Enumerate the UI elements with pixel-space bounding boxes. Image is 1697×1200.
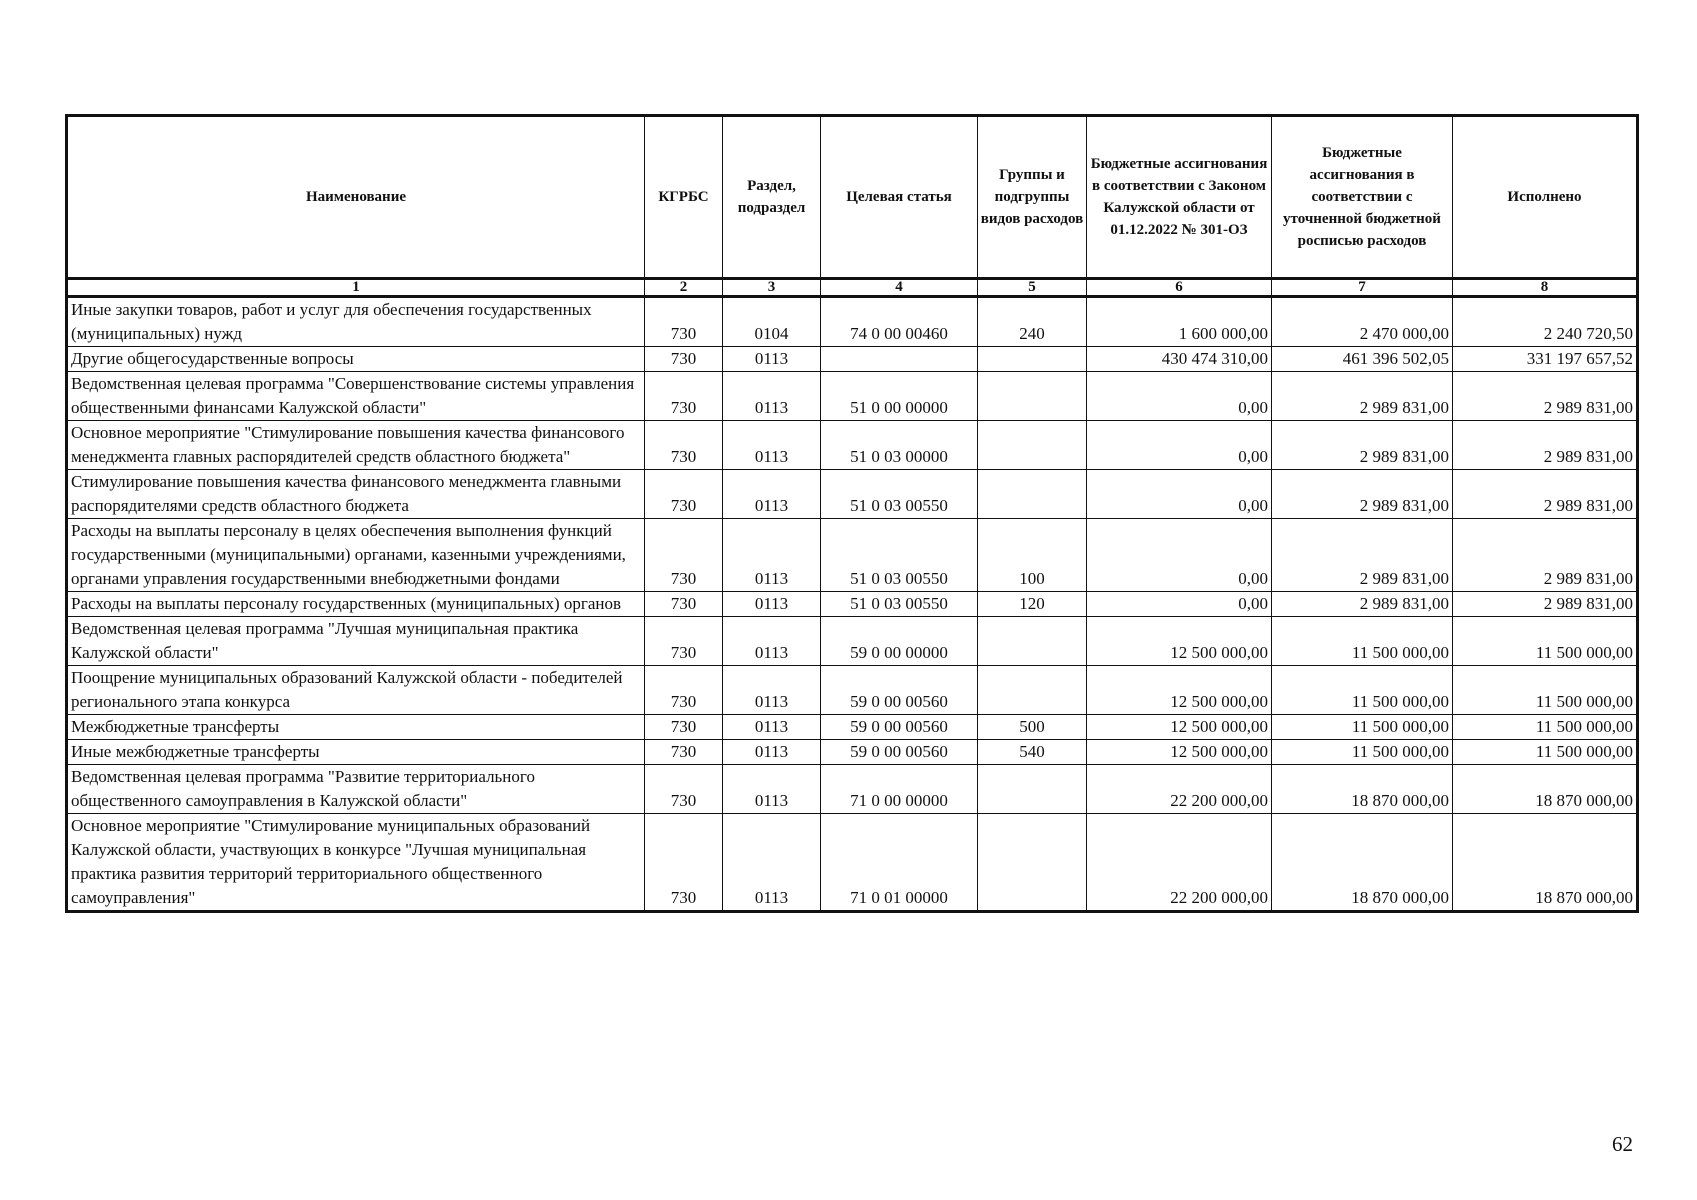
header-kgrbs: КГРБС (645, 116, 723, 279)
column-number: 4 (821, 279, 978, 297)
row-kgrbs: 730 (645, 297, 723, 347)
row-kgrbs: 730 (645, 519, 723, 592)
row-group: 540 (978, 740, 1087, 765)
table-row (67, 592, 1638, 617)
table-row (67, 372, 1638, 421)
row-group (978, 421, 1087, 470)
column-number: 1 (67, 279, 645, 297)
row-group: 240 (978, 297, 1087, 347)
row-refined-amount: 11 500 000,00 (1272, 617, 1453, 666)
row-refined-amount: 11 500 000,00 (1272, 666, 1453, 715)
row-section: 0113 (723, 814, 821, 912)
row-name: Иные межбюджетные трансферты (67, 740, 645, 765)
row-refined-amount: 18 870 000,00 (1272, 765, 1453, 814)
table-row (67, 715, 1638, 740)
row-name: Другие общегосударственные вопросы (67, 347, 645, 372)
row-executed-amount: 2 989 831,00 (1453, 421, 1638, 470)
row-section: 0104 (723, 297, 821, 347)
row-target: 59 0 00 00000 (821, 617, 978, 666)
header-law: Бюджетные ассигнования в соответствии с Законом Калужской области от 01.12.2022 № 301-ОЗ (1087, 116, 1272, 279)
table-row (67, 470, 1638, 519)
row-name: Основное мероприятие "Стимулирование муниципальных образований Калужской области, участвующих в конкурсе "Лучшая муниципальная практика развития территорий территориального общественного самоуправления" (67, 814, 645, 912)
row-name: Стимулирование повышения качества финансового менеджмента главными распорядителями средств областного бюджета (67, 470, 645, 519)
row-law-amount: 12 500 000,00 (1087, 617, 1272, 666)
row-name: Поощрение муниципальных образований Калужской области - победителей регионального этапа конкурса (67, 666, 645, 715)
row-name: Ведомственная целевая программа "Совершенствование системы управления общественными финансами Калужской области" (67, 372, 645, 421)
row-kgrbs: 730 (645, 617, 723, 666)
budget-table (65, 114, 1639, 913)
row-refined-amount: 2 989 831,00 (1272, 470, 1453, 519)
row-law-amount: 0,00 (1087, 519, 1272, 592)
row-refined-amount: 461 396 502,05 (1272, 347, 1453, 372)
row-law-amount: 0,00 (1087, 592, 1272, 617)
row-kgrbs: 730 (645, 421, 723, 470)
header-refined: Бюджетные ассигнования в соответствии с уточненной бюджетной росписью расходов (1272, 116, 1453, 279)
row-section: 0113 (723, 740, 821, 765)
row-executed-amount: 2 240 720,50 (1453, 297, 1638, 347)
header-executed: Исполнено (1453, 116, 1638, 279)
row-executed-amount: 2 989 831,00 (1453, 592, 1638, 617)
row-target: 51 0 03 00550 (821, 519, 978, 592)
row-law-amount: 0,00 (1087, 421, 1272, 470)
row-kgrbs: 730 (645, 814, 723, 912)
row-kgrbs: 730 (645, 592, 723, 617)
budget-table-body (67, 297, 1638, 912)
row-section: 0113 (723, 519, 821, 592)
table-row (67, 519, 1638, 592)
row-section: 0113 (723, 617, 821, 666)
row-section: 0113 (723, 765, 821, 814)
row-section: 0113 (723, 372, 821, 421)
budget-table-container (65, 114, 1636, 913)
row-group (978, 765, 1087, 814)
column-number: 3 (723, 279, 821, 297)
row-group: 100 (978, 519, 1087, 592)
row-section: 0113 (723, 347, 821, 372)
table-row (67, 814, 1638, 912)
row-target: 51 0 03 00550 (821, 592, 978, 617)
row-group (978, 347, 1087, 372)
row-refined-amount: 11 500 000,00 (1272, 740, 1453, 765)
row-target: 51 0 03 00000 (821, 421, 978, 470)
row-kgrbs: 730 (645, 347, 723, 372)
header-name: Наименование (67, 116, 645, 279)
column-number: 8 (1453, 279, 1638, 297)
row-group: 500 (978, 715, 1087, 740)
column-number: 2 (645, 279, 723, 297)
row-refined-amount: 2 989 831,00 (1272, 421, 1453, 470)
row-law-amount: 12 500 000,00 (1087, 740, 1272, 765)
column-number: 5 (978, 279, 1087, 297)
column-number: 6 (1087, 279, 1272, 297)
column-number-row (67, 279, 1638, 297)
table-row (67, 347, 1638, 372)
row-group (978, 470, 1087, 519)
row-kgrbs: 730 (645, 765, 723, 814)
row-refined-amount: 2 989 831,00 (1272, 519, 1453, 592)
row-name: Расходы на выплаты персоналу в целях обеспечения выполнения функций государственными (муниципальными) органами, казенными учреждениями, органами управления государственными внебюджетными фондами (67, 519, 645, 592)
page-number: 62 (1612, 1132, 1633, 1156)
row-law-amount: 1 600 000,00 (1087, 297, 1272, 347)
table-row (67, 740, 1638, 765)
row-law-amount: 12 500 000,00 (1087, 666, 1272, 715)
row-executed-amount: 2 989 831,00 (1453, 372, 1638, 421)
row-group: 120 (978, 592, 1087, 617)
row-target: 59 0 00 00560 (821, 715, 978, 740)
column-number: 7 (1272, 279, 1453, 297)
row-law-amount: 22 200 000,00 (1087, 765, 1272, 814)
row-target: 51 0 00 00000 (821, 372, 978, 421)
row-law-amount: 430 474 310,00 (1087, 347, 1272, 372)
table-row (67, 297, 1638, 347)
header-row (67, 116, 1638, 279)
row-executed-amount: 18 870 000,00 (1453, 765, 1638, 814)
row-target (821, 347, 978, 372)
row-section: 0113 (723, 592, 821, 617)
header-target: Целевая статья (821, 116, 978, 279)
row-kgrbs: 730 (645, 470, 723, 519)
row-target: 59 0 00 00560 (821, 740, 978, 765)
row-section: 0113 (723, 470, 821, 519)
header-section: Раздел, подраздел (723, 116, 821, 279)
table-row (67, 421, 1638, 470)
row-executed-amount: 331 197 657,52 (1453, 347, 1638, 372)
row-law-amount: 0,00 (1087, 372, 1272, 421)
row-executed-amount: 2 989 831,00 (1453, 519, 1638, 592)
row-name: Ведомственная целевая программа "Развитие территориального общественного самоуправления в Калужской области" (67, 765, 645, 814)
row-executed-amount: 11 500 000,00 (1453, 740, 1638, 765)
row-executed-amount: 18 870 000,00 (1453, 814, 1638, 912)
table-row (67, 617, 1638, 666)
table-row (67, 765, 1638, 814)
row-target: 51 0 03 00550 (821, 470, 978, 519)
row-kgrbs: 730 (645, 715, 723, 740)
row-target: 71 0 01 00000 (821, 814, 978, 912)
row-name: Иные закупки товаров, работ и услуг для обеспечения государственных (муниципальных) нужд (67, 297, 645, 347)
row-section: 0113 (723, 421, 821, 470)
row-name: Межбюджетные трансферты (67, 715, 645, 740)
row-refined-amount: 18 870 000,00 (1272, 814, 1453, 912)
row-group (978, 666, 1087, 715)
row-kgrbs: 730 (645, 740, 723, 765)
row-name: Основное мероприятие "Стимулирование повышения качества финансового менеджмента главных распорядителей средств областного бюджета" (67, 421, 645, 470)
row-group (978, 617, 1087, 666)
row-law-amount: 0,00 (1087, 470, 1272, 519)
row-refined-amount: 2 989 831,00 (1272, 372, 1453, 421)
row-group (978, 372, 1087, 421)
header-groups: Группы и подгруппы видов расходов (978, 116, 1087, 279)
row-executed-amount: 11 500 000,00 (1453, 666, 1638, 715)
row-target: 59 0 00 00560 (821, 666, 978, 715)
row-section: 0113 (723, 715, 821, 740)
row-name: Расходы на выплаты персоналу государственных (муниципальных) органов (67, 592, 645, 617)
row-kgrbs: 730 (645, 372, 723, 421)
row-name: Ведомственная целевая программа "Лучшая муниципальная практика Калужской области" (67, 617, 645, 666)
row-refined-amount: 11 500 000,00 (1272, 715, 1453, 740)
row-law-amount: 22 200 000,00 (1087, 814, 1272, 912)
row-group (978, 814, 1087, 912)
row-refined-amount: 2 989 831,00 (1272, 592, 1453, 617)
row-law-amount: 12 500 000,00 (1087, 715, 1272, 740)
row-executed-amount: 11 500 000,00 (1453, 715, 1638, 740)
row-executed-amount: 11 500 000,00 (1453, 617, 1638, 666)
row-target: 74 0 00 00460 (821, 297, 978, 347)
row-executed-amount: 2 989 831,00 (1453, 470, 1638, 519)
table-row (67, 666, 1638, 715)
row-kgrbs: 730 (645, 666, 723, 715)
row-section: 0113 (723, 666, 821, 715)
row-refined-amount: 2 470 000,00 (1272, 297, 1453, 347)
row-target: 71 0 00 00000 (821, 765, 978, 814)
